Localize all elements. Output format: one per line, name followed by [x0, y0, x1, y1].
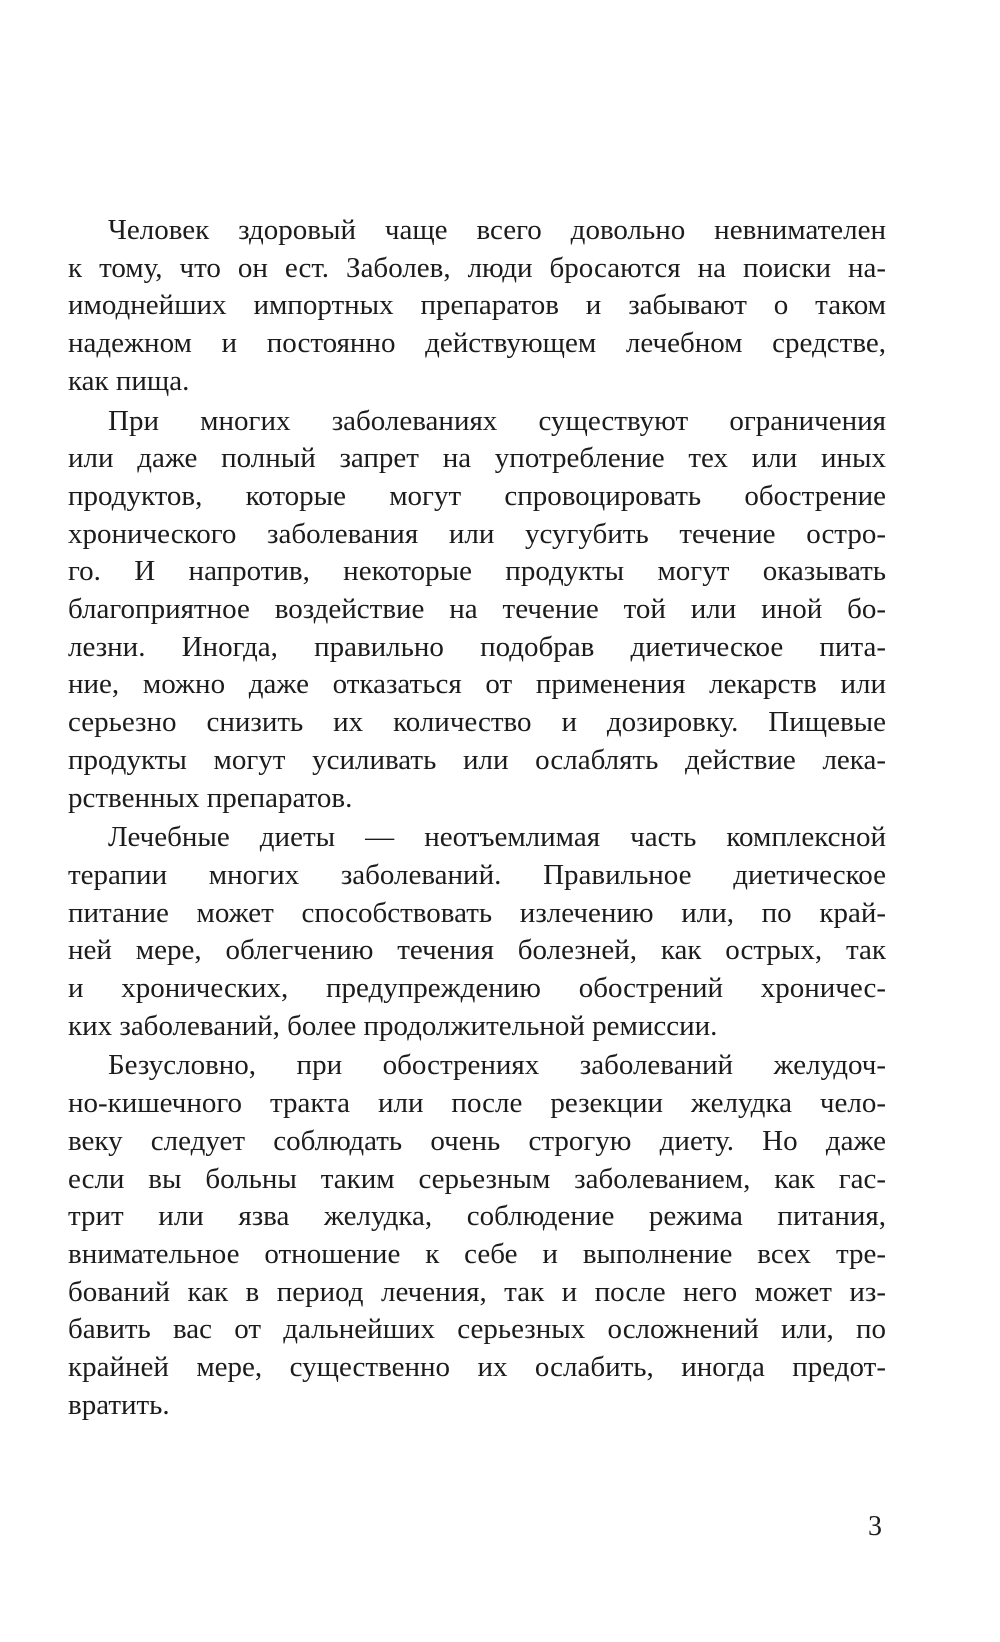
text-line: бований как в период лечения, так и после него может из- — [68, 1275, 886, 1308]
text-line: бавить вас от дальнейших серьезных осложнений или, по — [68, 1313, 886, 1346]
text-line: вратить. — [68, 1388, 170, 1421]
text-line: ней мере, облегчению течения болезней, как острых, так — [68, 934, 886, 967]
paragraph-2 — [68, 403, 886, 818]
text-line: При многих заболеваниях существуют ограничения — [108, 404, 886, 437]
paragraph-1 — [68, 212, 886, 401]
text-line: и хронических, предупреждению обострений хроничес- — [68, 972, 886, 1005]
text-line: го. И напротив, некоторые продукты могут оказывать — [68, 555, 886, 588]
text-line: надежном и постоянно действующем лечебном средстве, — [68, 327, 886, 360]
text-line: ние, можно даже отказаться от применения лекарств или — [68, 668, 886, 701]
text-line: если вы больны таким серьезным заболеванием, как гас- — [68, 1162, 886, 1195]
text-line: крайней мере, существенно их ослабить, иногда предот- — [68, 1351, 886, 1384]
text-line: серьезно снизить их количество и дозировку. Пищевые — [68, 706, 886, 739]
body-text — [68, 212, 886, 1427]
text-line: благоприятное воздействие на течение той или иной бо- — [68, 593, 886, 626]
text-line: или даже полный запрет на употребление тех или иных — [68, 442, 886, 475]
text-line: но-кишечного тракта или после резекции желудка чело- — [68, 1087, 886, 1120]
paragraph-4 — [68, 1047, 886, 1424]
text-line: хронического заболевания или усугубить течение остро- — [68, 517, 886, 550]
text-line: внимательное отношение к себе и выполнение всех тре- — [68, 1237, 886, 1270]
text-line: питание может способствовать излечению или, по край- — [68, 896, 886, 929]
paragraph-3 — [68, 819, 886, 1045]
text-line: продукты могут усиливать или ослаблять действие лека- — [68, 743, 886, 776]
text-line: терапии многих заболеваний. Правильное диетическое — [68, 858, 886, 891]
text-line: ких заболеваний, более продолжительной ремиссии. — [68, 1009, 718, 1042]
text-line: Лечебные диеты — неотъемлимая часть комплексной — [108, 821, 886, 854]
text-line: рственных препаратов. — [68, 781, 353, 814]
text-line: продуктов, которые могут спровоцировать обострение — [68, 479, 886, 512]
text-line: веку следует соблюдать очень строгую диету. Но даже — [68, 1124, 886, 1157]
text-line: как пища. — [68, 364, 190, 397]
text-line: трит или язва желудка, соблюдение режима питания, — [68, 1200, 886, 1233]
text-line: Человек здоровый чаще всего довольно невнимателен — [108, 214, 886, 246]
text-line: лезни. Иногда, правильно подобрав диетическое пита- — [68, 630, 886, 663]
text-line: к тому, что он ест. Заболев, люди бросаются на поиски на- — [68, 251, 886, 284]
text-line: Безусловно, при обострениях заболеваний желудоч- — [108, 1049, 886, 1082]
text-line: имоднейших импортных препаратов и забывают о таком — [68, 289, 886, 322]
page-number: 3 — [868, 1511, 882, 1542]
